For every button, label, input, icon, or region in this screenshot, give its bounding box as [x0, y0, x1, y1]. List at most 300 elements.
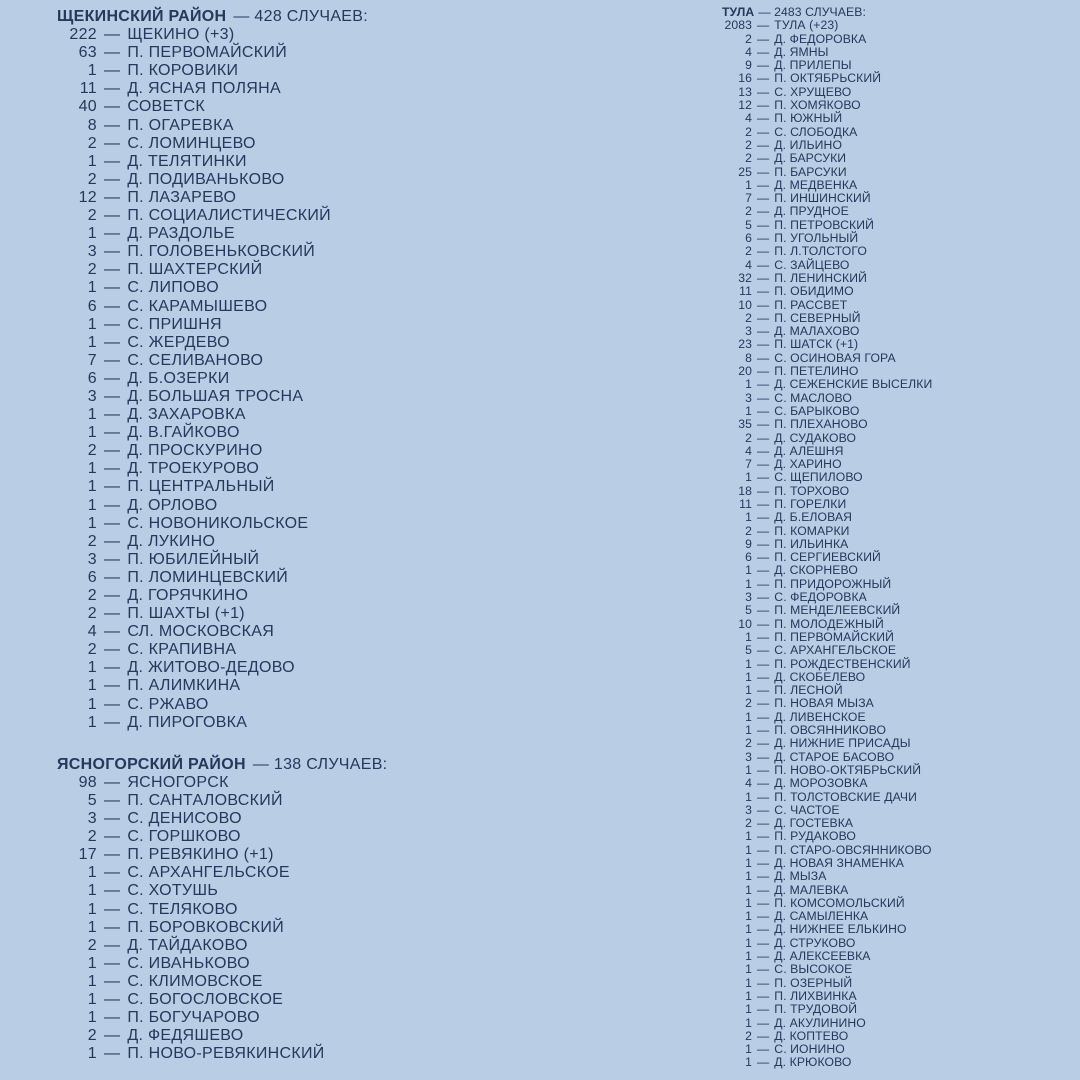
case-row [57, 243, 497, 261]
locality-name: Д. БОЛЬШАЯ ТРОСНА [127, 387, 304, 405]
locality-name: Д. ЗАХАРОВКА [127, 406, 246, 424]
locality-name: С. ХОТУШЬ [127, 882, 219, 900]
case-count: 2 [87, 587, 97, 604]
locality-name: С. РЖАВО [127, 695, 209, 713]
locality-name: Д. ПРУДНОЕ [774, 204, 849, 219]
case-count: 1 [745, 403, 752, 418]
dash-separator: — [757, 1015, 770, 1030]
case-count: 32 [738, 270, 752, 285]
case-row [57, 424, 497, 442]
case-count: 1 [87, 152, 97, 170]
case-count: 2083 [724, 18, 752, 33]
case-count: 13 [738, 84, 752, 99]
dash-separator: — [757, 536, 770, 551]
case-count: 1 [87, 659, 97, 677]
dash-separator: — [757, 231, 770, 246]
locality-name: П. ХОМЯКОВО [774, 98, 861, 113]
locality-name: Д. АКУЛИНИНО [774, 1015, 866, 1030]
locality-name: Д. НИЖНИЕ ПРИСАДЫ [774, 736, 911, 751]
case-row [722, 458, 1067, 471]
case-count: 2 [87, 1027, 97, 1045]
case-count: 1 [87, 972, 97, 990]
case-count: 6 [745, 550, 752, 565]
case-count: 1 [745, 842, 752, 857]
dash-separator: — [757, 683, 770, 698]
dash-separator: — [757, 922, 770, 937]
dash-separator: — [757, 962, 770, 977]
case-row [57, 225, 497, 243]
case-count: 3 [745, 324, 752, 339]
case-row [722, 299, 1067, 312]
locality-name: Д. В.ГАЙКОВО [127, 424, 240, 442]
locality-name: СЛ. МОСКОВСКАЯ [127, 623, 275, 641]
case-row [57, 135, 497, 153]
dash-separator: — [104, 26, 121, 44]
dash-separator: — [104, 62, 121, 80]
dash-separator: — [757, 576, 770, 591]
locality-name: П. ПЕРВОМАЙСКИЙ [127, 44, 288, 62]
case-row [57, 774, 497, 792]
case-count: 2 [745, 430, 752, 445]
case-count: 4 [745, 443, 752, 458]
locality-name: С. БАРЫКОВО [774, 403, 860, 418]
case-count: 5 [745, 217, 752, 232]
case-count: 4 [745, 111, 752, 126]
case-row [57, 117, 497, 135]
case-count: 17 [78, 846, 97, 864]
dash-separator: — [757, 616, 770, 631]
case-count: 8 [745, 350, 752, 365]
case-row [57, 406, 497, 424]
case-count: 1 [745, 683, 752, 698]
locality-name: Д. ЖИТОВО-ДЕДОВО [127, 659, 295, 677]
case-row [722, 259, 1067, 272]
locality-name: С. ПРИШНЯ [127, 315, 222, 333]
case-count: 1 [745, 1002, 752, 1017]
locality-name: П. НОВО-РЕВЯКИНСКИЙ [127, 1045, 325, 1063]
district-section-header [57, 8, 497, 26]
case-row [57, 279, 497, 297]
locality-name: С. ИОНИНО [774, 1042, 845, 1057]
case-count: 8 [87, 116, 97, 134]
case-count: 25 [738, 164, 752, 179]
case-row [722, 19, 1067, 32]
dash-separator: — [104, 333, 121, 351]
locality-name: Д. БАРСУКИ [774, 151, 847, 166]
case-row [57, 1009, 497, 1027]
locality-name: П. ШАХТЕРСКИЙ [127, 261, 263, 279]
case-row [722, 325, 1067, 338]
dash-separator: — [757, 949, 770, 964]
dash-separator: — [757, 762, 770, 777]
locality-name: П. МОЛОДЕЖНЫЙ [774, 616, 884, 631]
case-row [57, 810, 497, 828]
dash-separator: — [104, 207, 121, 225]
case-count: 1 [745, 669, 752, 684]
case-count: 12 [78, 188, 97, 206]
locality-name: С. ХРУЩЕВО [774, 84, 852, 99]
case-row [57, 370, 497, 388]
dash-separator: — [757, 749, 770, 764]
district-case-total: — 2483 СЛУЧАЕВ: [758, 5, 866, 19]
dash-separator: — [757, 869, 770, 884]
case-row [722, 139, 1067, 152]
case-count: 4 [87, 623, 97, 641]
case-count: 1 [745, 988, 752, 1003]
dash-separator: — [757, 403, 770, 418]
case-count: 2 [745, 816, 752, 831]
dash-separator: — [104, 279, 121, 297]
case-count: 3 [745, 390, 752, 405]
locality-name: С. ОСИНОВАЯ ГОРА [774, 350, 896, 365]
locality-name: Д. НОВАЯ ЗНАМЕНКА [774, 856, 904, 870]
dash-separator: — [104, 568, 121, 586]
locality-name: П. ЮЖНЫЙ [774, 111, 843, 126]
case-count: 2 [745, 31, 752, 46]
locality-name: П. ШАХТЫ (+1) [127, 605, 245, 623]
case-row [722, 378, 1067, 391]
dash-separator: — [104, 315, 121, 333]
locality-list [57, 26, 497, 732]
dash-separator: — [757, 31, 770, 46]
dash-separator: — [104, 406, 121, 424]
locality-name: Д. СЕЖЕНСКИЕ ВЫСЕЛКИ [774, 377, 933, 392]
case-row [722, 764, 1067, 777]
dash-separator: — [757, 337, 770, 352]
district-case-total: — 138 СЛУЧАЕВ: [252, 755, 388, 773]
district-section [722, 6, 1067, 1070]
district-section-header [722, 6, 1067, 19]
dash-separator: — [757, 629, 770, 644]
locality-name: С. МАСЛОВО [774, 390, 852, 405]
dash-separator: — [757, 603, 770, 618]
locality-name: П. ТОЛСТОВСКИЕ ДАЧИ [774, 789, 917, 804]
case-row [722, 272, 1067, 285]
case-count: 3 [745, 802, 752, 817]
case-row [57, 1027, 497, 1045]
case-row [57, 533, 497, 551]
case-count: 11 [739, 284, 752, 299]
dash-separator: — [757, 550, 770, 565]
case-count: 1 [87, 864, 97, 882]
locality-name: П. ОВСЯННИКОВО [774, 723, 887, 738]
dash-separator: — [757, 842, 770, 857]
dash-separator: — [104, 954, 121, 972]
case-row [722, 338, 1067, 351]
case-row [722, 1017, 1067, 1030]
locality-name: П. ЦЕНТРАЛЬНЫЙ [127, 478, 275, 496]
case-count: 222 [69, 26, 97, 44]
locality-list [722, 19, 1067, 1069]
case-row [722, 897, 1067, 910]
case-count: 1 [745, 1042, 752, 1057]
locality-name: П. ОКТЯБРЬСКИЙ [774, 71, 882, 86]
locality-name: Д. ЛИВЕНСКОЕ [774, 709, 866, 724]
dash-separator: — [104, 677, 121, 695]
dash-separator: — [104, 387, 121, 405]
case-count: 10 [738, 297, 752, 312]
case-count: 1 [745, 563, 752, 578]
case-row [57, 207, 497, 225]
case-row [722, 205, 1067, 218]
case-row [57, 828, 497, 846]
locality-name: П. МЕНДЕЛЕЕВСКИЙ [774, 603, 901, 618]
locality-name: Д. ФЕДОРОВКА [774, 31, 867, 46]
case-count: 1 [745, 922, 752, 937]
case-row [722, 697, 1067, 710]
locality-name: Д. ЯМНЫ [774, 44, 829, 59]
dash-separator: — [104, 514, 121, 532]
dash-separator: — [104, 1009, 121, 1027]
case-row [722, 923, 1067, 936]
case-row [57, 62, 497, 80]
locality-name: С. ЛОМИНЦЕВО [127, 134, 256, 152]
dash-separator: — [757, 1042, 770, 1057]
case-count: 5 [745, 643, 752, 658]
case-count: 1 [87, 460, 97, 478]
case-count: 3 [87, 387, 97, 405]
dash-separator: — [757, 723, 770, 738]
case-row [722, 392, 1067, 405]
case-row [722, 604, 1067, 617]
case-count: 1 [745, 935, 752, 950]
locality-name: П. ЛЕСНОЙ [774, 683, 843, 698]
dash-separator: — [757, 257, 770, 272]
dash-separator: — [104, 369, 121, 387]
locality-name: П. ПЕТРОВСКИЙ [774, 217, 874, 232]
dash-separator: — [757, 643, 770, 658]
case-row [722, 977, 1067, 990]
locality-name: Д. ИЛЬИНО [774, 137, 843, 152]
case-count: 1 [745, 1015, 752, 1030]
locality-name: Д. ХАРИНО [774, 457, 842, 472]
case-row [722, 1030, 1067, 1043]
case-count: 2 [87, 134, 97, 152]
locality-name: С. КРАПИВНА [127, 641, 237, 659]
dash-separator: — [757, 151, 770, 166]
dash-separator: — [757, 802, 770, 817]
locality-name: Д. МЕДВЕНКА [774, 177, 858, 192]
case-row [722, 232, 1067, 245]
case-count: 1 [745, 856, 752, 870]
case-count: 2 [745, 204, 752, 219]
locality-name: П. ЛАЗАРЕВО [127, 188, 237, 206]
case-count: 1 [87, 713, 97, 731]
locality-name: П. НОВО-ОКТЯБРЬСКИЙ [774, 762, 922, 777]
case-row [722, 112, 1067, 125]
case-row [57, 1045, 497, 1063]
case-row [57, 261, 497, 279]
dash-separator: — [104, 261, 121, 279]
case-count: 1 [745, 177, 752, 192]
case-row [57, 901, 497, 919]
case-count: 1 [745, 962, 752, 977]
case-count: 2 [87, 605, 97, 623]
locality-name: Д. Б.ЕЛОВАЯ [774, 510, 853, 525]
case-count: 4 [745, 257, 752, 272]
dash-separator: — [104, 550, 121, 568]
locality-name: ЯСНОГОРСК [127, 773, 229, 791]
locality-name: Д. ФЕДЯШЕВО [127, 1027, 244, 1045]
right-column [722, 6, 1067, 1070]
district-case-total: — 428 СЛУЧАЕВ: [233, 8, 368, 25]
case-row [722, 432, 1067, 445]
case-row [722, 445, 1067, 458]
locality-name: Д. СКОБЕЛЕВО [774, 669, 866, 684]
dash-separator: — [104, 243, 121, 261]
case-row [57, 98, 497, 116]
dash-separator: — [104, 659, 121, 677]
locality-name: Д. ПИРОГОВКА [127, 713, 248, 731]
dash-separator: — [757, 483, 770, 498]
case-row [722, 1043, 1067, 1056]
case-row [722, 485, 1067, 498]
case-count: 2 [745, 137, 752, 152]
dash-separator: — [104, 116, 121, 134]
district-section-header [57, 756, 497, 774]
case-row [57, 605, 497, 623]
case-row [722, 804, 1067, 817]
case-count: 1 [87, 882, 97, 900]
case-row [57, 153, 497, 171]
dash-separator: — [757, 496, 770, 511]
dash-separator: — [757, 882, 770, 897]
locality-name: С. НОВОНИКОЛЬСКОЕ [127, 514, 309, 532]
case-count: 11 [79, 80, 97, 98]
case-row [722, 525, 1067, 538]
case-row [722, 86, 1067, 99]
case-row [722, 511, 1067, 524]
dash-separator: — [757, 776, 770, 791]
case-row [57, 171, 497, 189]
case-count: 18 [738, 483, 752, 498]
locality-name: Д. ЛУКИНО [127, 532, 216, 550]
dash-separator: — [104, 713, 121, 731]
case-count: 4 [745, 44, 752, 59]
case-count: 1 [87, 1045, 97, 1063]
case-row [722, 844, 1067, 857]
locality-name: П. РУДАКОВО [774, 829, 857, 844]
locality-name: С. ЖЕРДЕВО [127, 333, 230, 351]
case-row [722, 817, 1067, 830]
locality-name: С. ГОРШКОВО [127, 828, 241, 846]
case-row [57, 955, 497, 973]
case-row [57, 569, 497, 587]
case-row [57, 334, 497, 352]
case-row [57, 497, 497, 515]
dash-separator: — [757, 523, 770, 538]
case-row [57, 551, 497, 569]
locality-name: П. КОМАРКИ [774, 523, 850, 538]
dash-separator: — [757, 204, 770, 219]
left-column [57, 8, 497, 1063]
dash-separator: — [757, 177, 770, 192]
dash-separator: — [757, 709, 770, 724]
case-count: 1 [87, 406, 97, 424]
locality-name: П. РАССВЕТ [774, 297, 848, 312]
dash-separator: — [104, 1027, 121, 1045]
locality-name: С. СЕЛИВАНОВО [127, 351, 264, 369]
locality-name: П. ЛЕНИНСКИЙ [774, 270, 867, 285]
case-count: 5 [745, 603, 752, 618]
locality-name: Д. МАЛЕВКА [774, 882, 849, 897]
case-row [57, 515, 497, 533]
locality-name: П. БОГУЧАРОВО [127, 1009, 260, 1027]
locality-name: ТУЛА (+23) [774, 18, 839, 33]
case-count: 1 [745, 909, 752, 924]
dash-separator: — [757, 84, 770, 99]
case-count: 40 [78, 98, 97, 116]
case-count: 2 [745, 151, 752, 166]
case-row [722, 857, 1067, 870]
locality-name: С. АРХАНГЕЛЬСКОЕ [127, 864, 290, 882]
locality-name: П. ЛИХВИНКА [774, 988, 857, 1003]
locality-name: П. ШАТСК (+1) [774, 337, 859, 352]
case-row [722, 365, 1067, 378]
case-row [722, 498, 1067, 511]
case-row [722, 1003, 1067, 1016]
dash-separator: — [757, 443, 770, 458]
case-row [57, 882, 497, 900]
locality-name: П. КОМСОМОЛЬСКИЙ [774, 895, 905, 910]
dash-separator: — [104, 460, 121, 478]
locality-name: С. БОГОСЛОВСКОЕ [127, 990, 284, 1008]
locality-name: Д. ГОСТЕВКА [774, 816, 854, 831]
locality-name: П. ЛОМИНЦЕВСКИЙ [127, 568, 289, 586]
case-row [722, 33, 1067, 46]
dash-separator: — [757, 58, 770, 73]
case-row [722, 751, 1067, 764]
dash-separator: — [104, 828, 121, 846]
dash-separator: — [757, 457, 770, 472]
locality-name: С. КЛИМОВСКОЕ [127, 972, 263, 990]
dash-separator: — [757, 816, 770, 831]
case-row [722, 884, 1067, 897]
dash-separator: — [104, 80, 121, 98]
case-count: 5 [87, 791, 97, 809]
dash-separator: — [757, 656, 770, 671]
dash-separator: — [757, 217, 770, 232]
dash-separator: — [104, 990, 121, 1008]
locality-name: Д. ПРИЛЕПЫ [774, 58, 852, 73]
locality-name: Д. ТРОЕКУРОВО [127, 460, 260, 478]
case-row [57, 677, 497, 695]
case-row [57, 316, 497, 334]
case-count: 1 [87, 514, 97, 532]
case-row [722, 910, 1067, 923]
locality-name: Д. МОРОЗОВКА [774, 776, 868, 791]
case-row [722, 1056, 1067, 1069]
case-count: 11 [739, 496, 752, 511]
dash-separator: — [757, 377, 770, 392]
case-count: 2 [87, 641, 97, 659]
locality-name: Д. ПОДИВАНЬКОВО [127, 170, 285, 188]
case-count: 1 [745, 882, 752, 897]
dash-separator: — [757, 244, 770, 259]
locality-name: П. ОГАРЕВКА [127, 116, 234, 134]
locality-name: П. НОВАЯ МЫЗА [774, 696, 874, 711]
case-row [57, 846, 497, 864]
case-count: 63 [78, 44, 97, 62]
locality-name: П. УГОЛЬНЫЙ [774, 231, 859, 246]
case-count: 3 [87, 550, 97, 568]
case-count: 2 [745, 736, 752, 751]
case-row [57, 587, 497, 605]
case-count: 1 [87, 62, 97, 80]
dash-separator: — [757, 975, 770, 990]
dash-separator: — [757, 1028, 770, 1043]
dash-separator: — [757, 590, 770, 605]
